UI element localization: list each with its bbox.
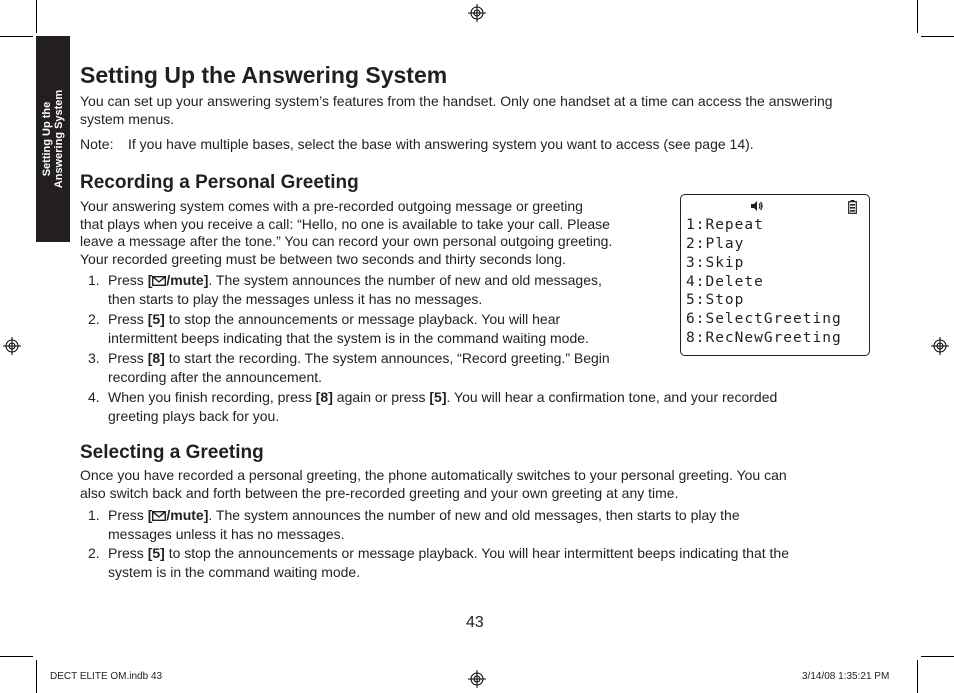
menu-option: 6:SelectGreeting — [686, 311, 842, 327]
page-number: 43 — [466, 614, 484, 631]
battery-icon — [848, 200, 857, 214]
menu-option: 5:Stop — [686, 292, 745, 308]
menu-option: 8:RecNewGreeting — [686, 330, 842, 346]
step-text: again or press — [332, 389, 430, 405]
step-text: . The system announces the number of new and old messages, then starts to play the — [208, 507, 740, 523]
envelope-icon — [152, 511, 166, 521]
handset-screen — [680, 194, 870, 356]
key-label: [8] — [147, 350, 165, 366]
registration-mark-icon — [468, 4, 486, 22]
crop-mark — [917, 0, 918, 33]
key-text: /mute] — [166, 507, 209, 523]
key-text: /mute] — [166, 272, 209, 288]
note-label: Note: — [80, 136, 114, 152]
step-text: Press — [108, 545, 148, 561]
list-item — [88, 271, 602, 309]
step-number: 1. — [88, 507, 100, 523]
crop-mark — [0, 656, 33, 657]
paragraph-line: Your recorded greeting must be between two seconds and thirty seconds long. — [80, 250, 566, 267]
step-text: to stop the announcements or message playback. You will hear — [164, 311, 561, 327]
footer-file-info: DECT ELITE OM.indb 43 — [50, 671, 163, 682]
step-text: Press — [108, 272, 148, 288]
paragraph-line: leave a message after the tone.” You can record your own personal outgoing greeting. — [80, 233, 613, 249]
crop-mark — [0, 36, 33, 37]
step-number: 2. — [88, 545, 100, 561]
step-number: 2. — [88, 311, 100, 327]
step-number: 3. — [88, 350, 100, 366]
step-text: greeting plays back for you. — [108, 408, 280, 424]
key-label: [8] — [315, 389, 333, 405]
paragraph-line: that plays when you receive a call: “Hello, no one is available to take your call. Please — [80, 215, 610, 232]
key-label: [5] — [147, 311, 165, 327]
step-text: intermittent beeps indicating that the system is in the command waiting mode. — [108, 330, 589, 346]
side-label-line: Answering System — [53, 89, 65, 189]
step-text: . The system announces the number of new and old messages, — [208, 272, 602, 288]
menu-option: 2:Play — [686, 236, 745, 252]
crop-mark — [921, 656, 954, 657]
menu-option: 4:Delete — [686, 274, 764, 290]
step-text: then starts to play the messages unless it has no messages. — [108, 291, 483, 307]
paragraph-line: Your answering system comes with a pre-recorded outgoing message or greeting — [80, 198, 583, 214]
list-item — [88, 349, 610, 387]
step-text: Press — [108, 350, 148, 366]
speaker-icon — [750, 200, 764, 212]
crop-mark — [921, 36, 954, 37]
key-label — [148, 272, 209, 288]
footer-timestamp: 3/14/08 1:35:21 PM — [802, 671, 890, 682]
key-label — [148, 507, 209, 523]
list-item — [88, 506, 740, 544]
section-heading-selecting: Selecting a Greeting — [80, 442, 264, 463]
registration-mark-icon — [468, 670, 486, 688]
step-text: messages unless it has no messages. — [108, 526, 345, 542]
note-text: If you have multiple bases, select the base with answering system you want to access (see page 14). — [128, 136, 754, 152]
registration-mark-icon — [931, 337, 949, 355]
crop-mark — [36, 0, 37, 33]
key-bracket: [ — [147, 507, 153, 523]
registration-mark-icon — [3, 337, 21, 355]
step-text: Press — [108, 311, 148, 327]
step-text: recording after the announcement. — [108, 369, 323, 385]
crop-mark — [36, 660, 37, 693]
paragraph-line: Once you have recorded a personal greeting, the phone automatically switches to your personal greeting. You can — [80, 467, 787, 483]
step-number: 4. — [88, 389, 100, 405]
list-item — [88, 388, 778, 426]
paragraph-line: also switch back and forth between the pre-recorded greeting and your own greeting at any time. — [80, 484, 679, 501]
step-text: system is in the command waiting mode. — [108, 564, 361, 580]
recording-paragraph — [80, 198, 612, 268]
step-text: . You will hear a confirmation tone, and your recorded — [446, 389, 778, 405]
step-text: When you finish recording, press — [108, 389, 316, 405]
list-item — [88, 310, 589, 348]
step-text: Press — [108, 507, 148, 523]
selecting-paragraph — [80, 467, 787, 502]
step-number: 1. — [88, 272, 100, 288]
side-section-label — [41, 39, 65, 239]
crop-mark — [917, 660, 918, 693]
step-text: to start the recording. The system announces, “Record greeting.” Begin — [164, 350, 610, 366]
key-bracket: [ — [147, 272, 153, 288]
page-title: Setting Up the Answering System — [80, 62, 448, 88]
menu-option: 1:Repeat — [686, 217, 764, 233]
key-label: [5] — [429, 389, 447, 405]
intro-paragraph: You can set up your answering system’s features from the handset. Only one handset at a time can access the answering system menus. — [80, 93, 833, 127]
section-heading-recording: Recording a Personal Greeting — [80, 172, 359, 193]
side-label-line: Setting Up the — [41, 101, 53, 177]
list-item — [88, 544, 789, 582]
step-text: to stop the announcements or message playback. You will hear intermittent beeps indicating that the — [164, 545, 789, 561]
menu-option: 3:Skip — [686, 255, 745, 271]
key-label: [5] — [147, 545, 165, 561]
envelope-icon — [152, 276, 166, 286]
